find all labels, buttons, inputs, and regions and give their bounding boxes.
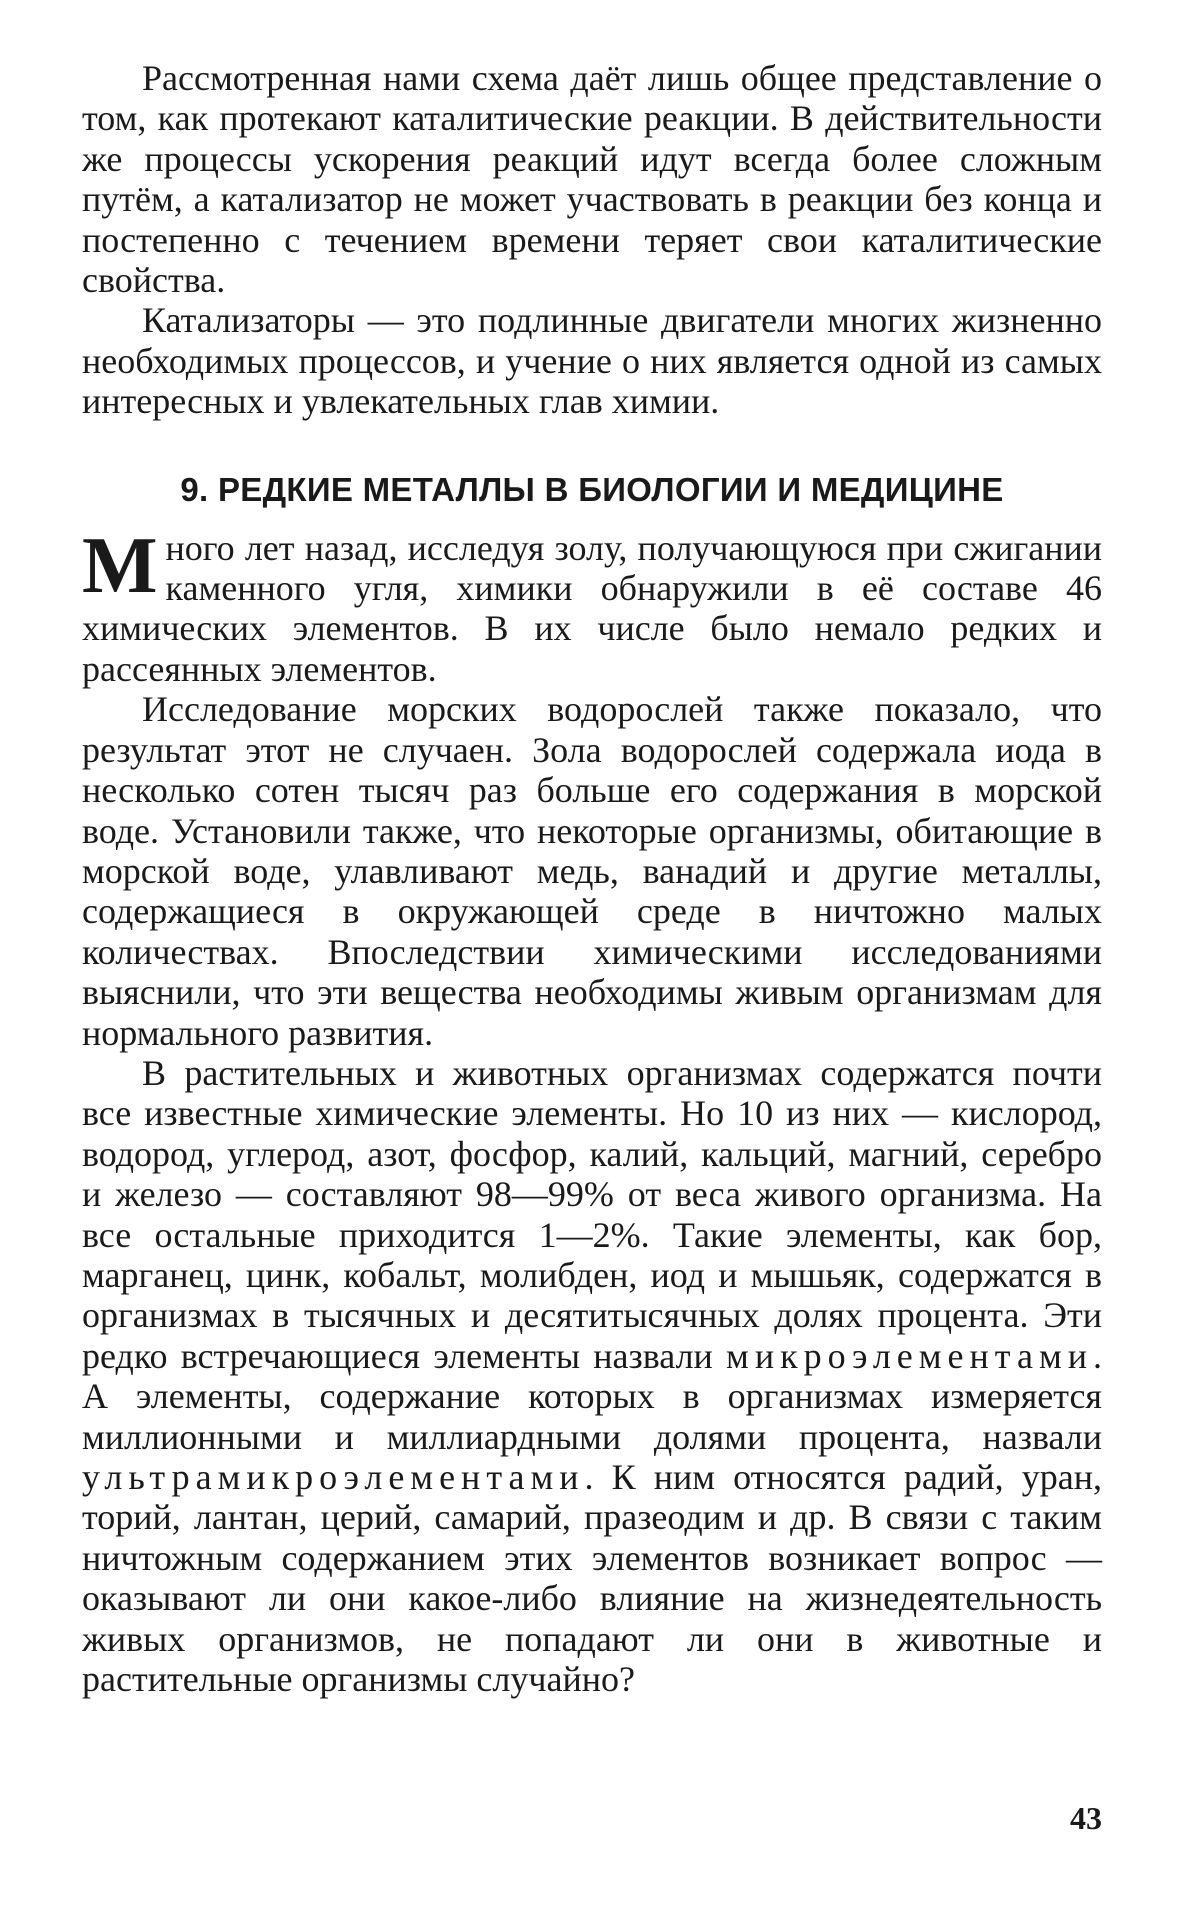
paragraph-catalysts-engines: Катализаторы — это подлинные двигатели многих жизненно необходимых процессов, и учение о них является одной из самых интересных и увлекательных глав химии. — [82, 300, 1102, 422]
page-body — [82, 58, 1102, 1699]
term-microelements: микроэлементами — [726, 1335, 1093, 1376]
page-number: 43 — [1070, 1800, 1102, 1836]
paragraph-microelements-part2: . А элементы, содержание которых в организмах измеряется миллионными и миллиардными долями процента, назвали — [82, 1335, 1102, 1457]
paragraph-microelements-part3: . К ним относятся радий, уран, торий, лантан, церий, самарий, празеодим и др. В связи с таким ничтожным содержанием этих элементов возникает вопрос — оказывают ли они какое-либо влияние на жизнедеятельность живых организмов, не попадают ли они в животные и растительные организмы случайно? — [82, 1457, 1102, 1700]
paragraph-seaweed: Исследование морских водорослей также показало, что результат этот не случаен. Зола водорослей содержала иода в несколько сотен тысяч раз больше его содержания в морской воде. Установили также, что некоторые организмы, обитающие в морской воде, улавливают медь, ванадий и другие металлы, содержащиеся в окружающей среде в ничтожно малых количествах. Впоследствии химическими исследованиями выяснили, что эти вещества необходимы живым организмам для нормального развития. — [82, 689, 1102, 1053]
paragraph-coal-ash-text: ного лет назад, исследуя золу, получающуюся при сжигании каменного угля, химики обнаружили в её составе 46 химических элементов. В их числе было немало редких и рассеянных элементов. — [82, 527, 1102, 689]
drop-cap: М — [82, 521, 158, 610]
paragraph-microelements — [82, 1053, 1102, 1700]
section-title: 9. РЕДКИЕ МЕТАЛЛЫ В БИОЛОГИИ И МЕДИЦИНЕ — [180, 470, 1004, 508]
paragraph-coal-ash — [82, 521, 1102, 690]
term-ultramicroelements: ультрамикроэлементами — [82, 1457, 585, 1497]
paragraph-catalysis-scheme: Рассмотренная нами схема даёт лишь общее представление о том, как протекают каталитические реакции. В действительности же процессы ускорения реакций идут всегда более сложным путём, а катализатор не может участвовать в реакции без конца и постепенно с течением времени теряет свои каталитические свойства. — [82, 58, 1102, 301]
paragraph-microelements-part1: В растительных и животных организмах содержатся почти все известные химические элементы. Но 10 из них — кислород, водород, углерод, азот, фосфор, калий, кальций, магний, серебро и железо — составляют 98—99% от веса живого организма. На все остальные приходится 1—2%. Такие элементы, как бор, марганец, цинк, кобальт, молибден, иод и мышьяк, содержатся в организмах в тысячных и десятитысячных долях процента. Эти редко встречающиеся элементы назвали — [82, 1052, 1102, 1376]
